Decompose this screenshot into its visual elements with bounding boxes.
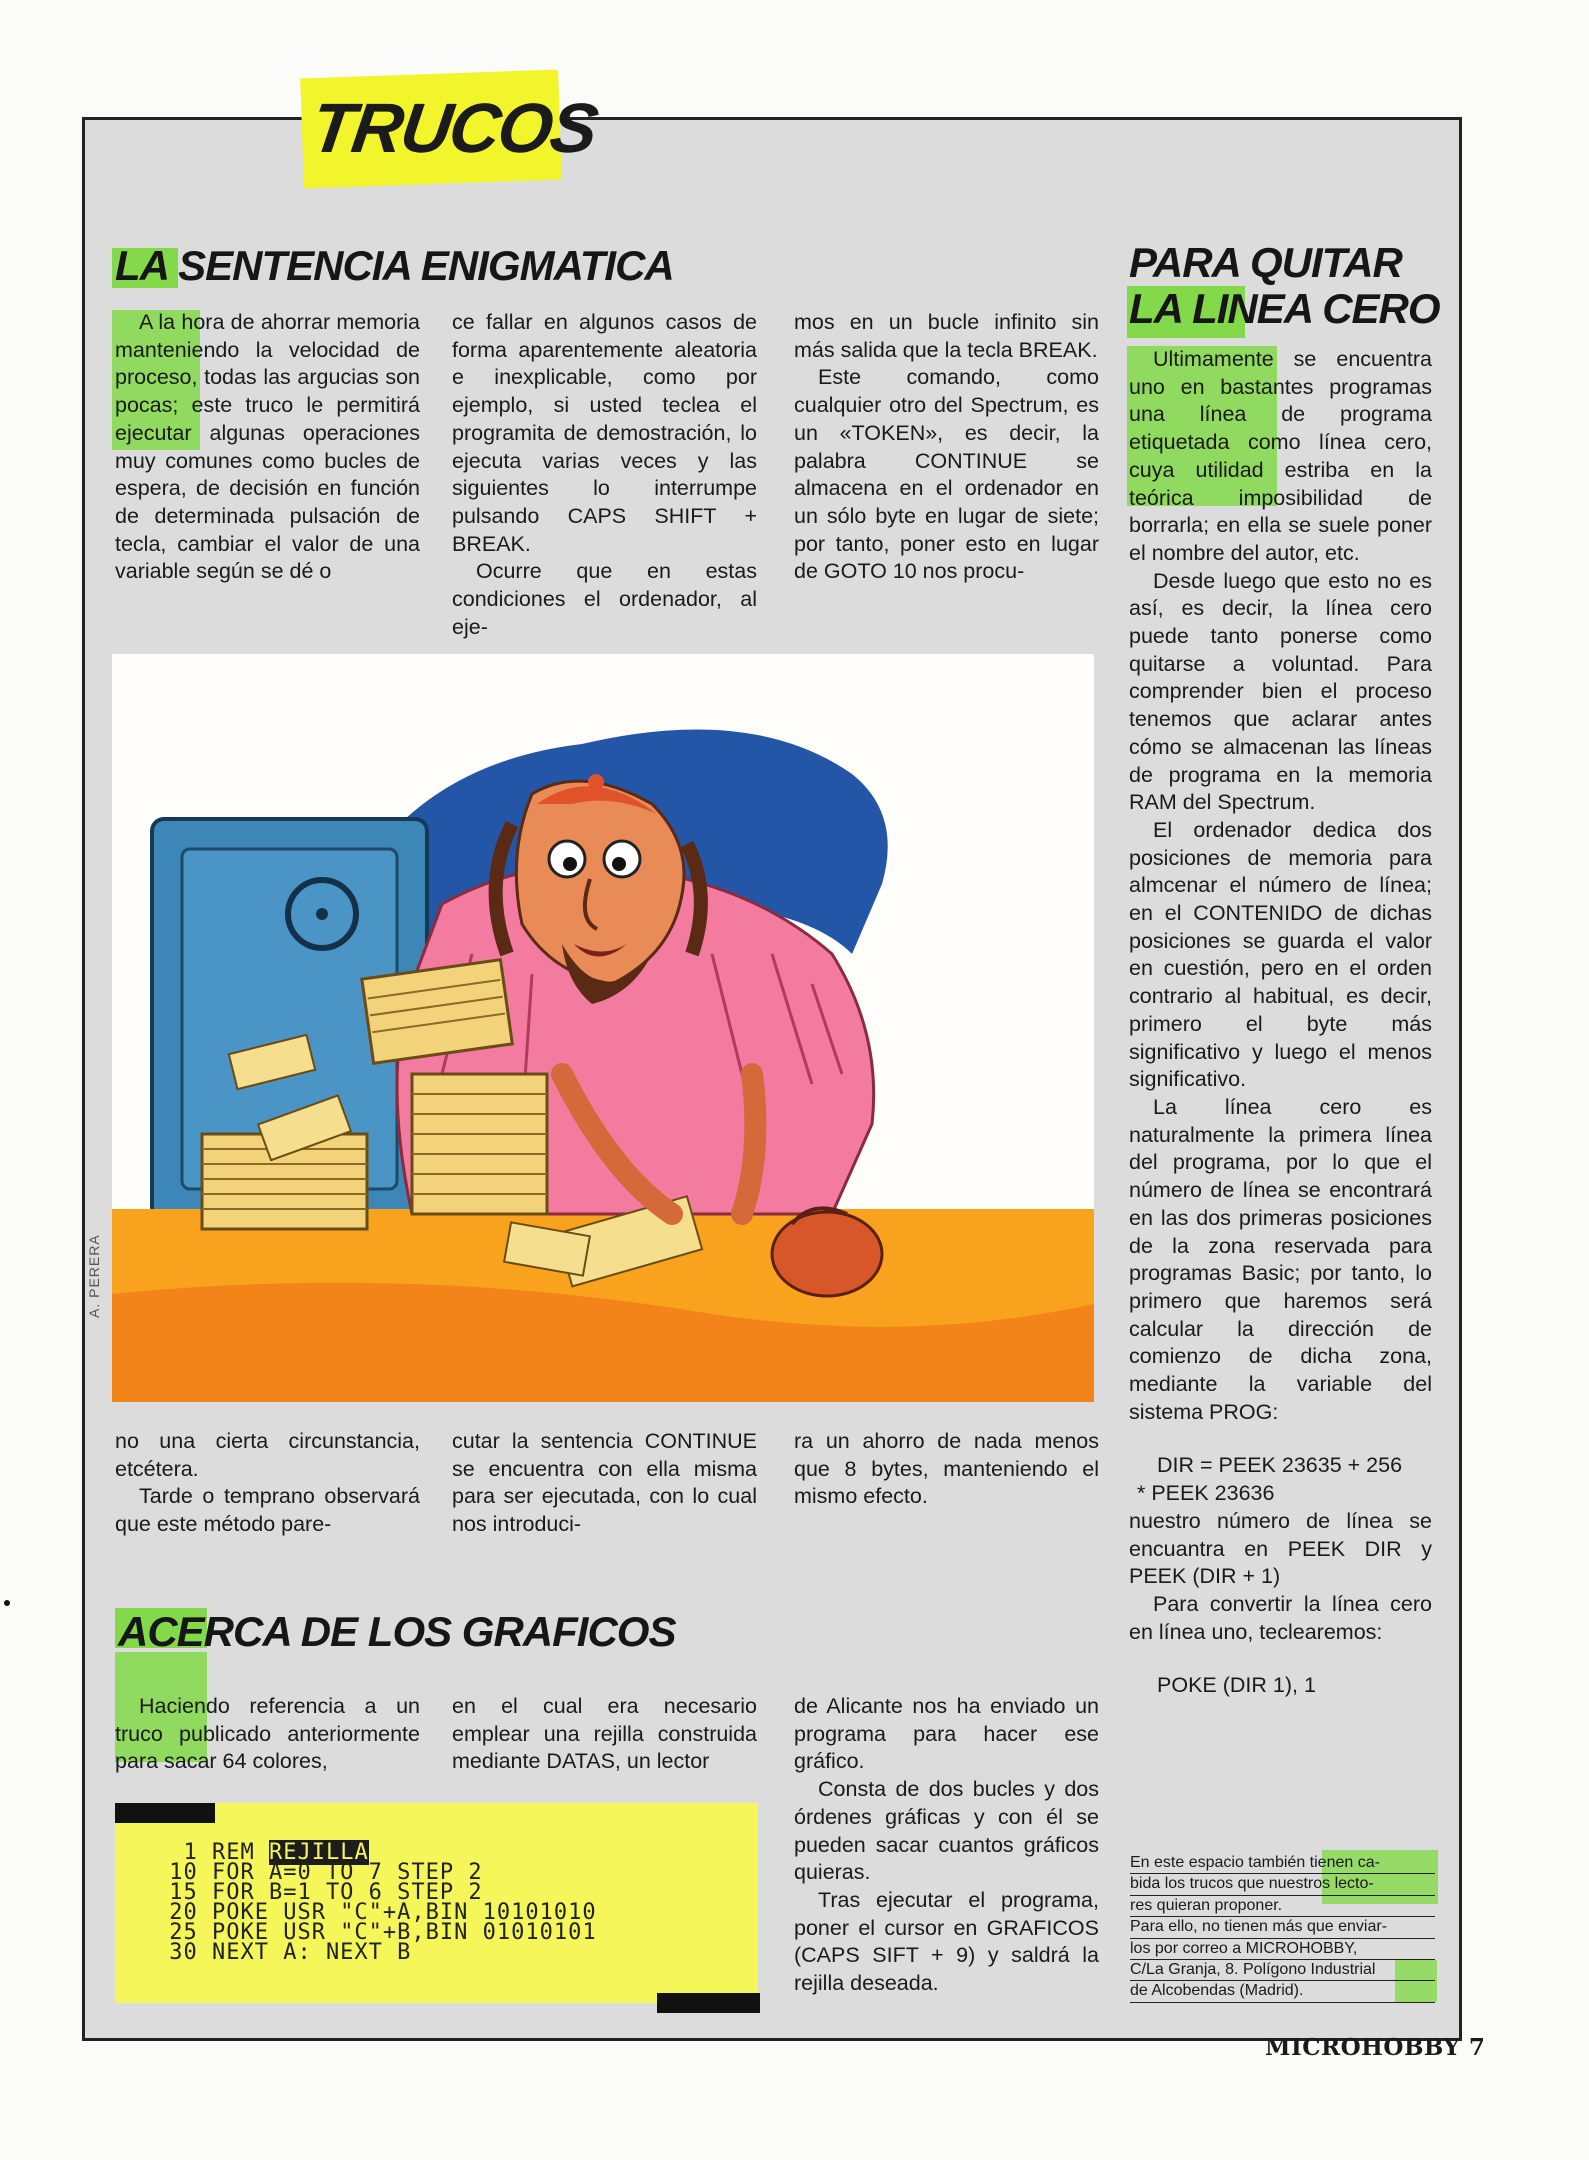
page-speck (4, 1600, 10, 1606)
pupil-right (612, 857, 626, 871)
paragraph: mos en un bucle infinito sin más salida que la tecla BREAK. (794, 310, 1099, 362)
paragraph: Haciendo referencia a un truco publicado anteriormente para sacar 64 colores, (115, 1694, 420, 1774)
title-line: PARA QUITAR (1129, 239, 1402, 286)
listing-line: 25 POKE USR "C"+B,BIN 01010101 (155, 1920, 597, 1945)
note-line: En este espacio también tienen ca- (1130, 1853, 1435, 1874)
program-listing (115, 1803, 758, 2003)
title-line: LA LINEA CERO (1129, 285, 1440, 332)
paragraph: ce fallar en algunos casos de forma aparentemente aleatoria e inexplicable, como por ejemplo, si usted teclea el programita de demostración, lo ejecuta varias veces y las siguientes lo interrumpe pulsando CAPS SHIFT + BREAK. (452, 310, 757, 556)
illustration (112, 654, 1094, 1402)
article-column (452, 1693, 757, 1776)
reader-note (1130, 1853, 1435, 2003)
paragraph: Tras ejecutar el programa, poner el cursor en GRAFICOS (CAPS SIFT + 9) y saldrá la rejilla deseada. (794, 1887, 1099, 1996)
article-column (794, 1693, 1099, 1998)
listing-line: 15 FOR B=1 TO 6 STEP 2 (155, 1880, 483, 1905)
article-title: ACERCA DE LOS GRAFICOS (118, 1608, 676, 1655)
listing-bar (657, 1993, 760, 2013)
article-column (794, 309, 1099, 586)
note-line: C/La Granja, 8. Polígono Industrial (1130, 1960, 1435, 1981)
section-tab-label: TRUCOS (306, 89, 602, 167)
article-column (115, 309, 420, 586)
paragraph: Desde luego que esto no es así, es decir, la línea cero puede tanto ponerse como quitarse a voluntad. Para comprender bien el proceso tenemos que aclarar antes cómo se almacenan las líneas de programa en la memoria RAM del Spectrum. (1129, 568, 1432, 815)
paragraph: no una cierta circunstancia, etcétera. (115, 1429, 420, 1481)
paragraph: La línea cero es naturalmente la primera línea del programa, por lo que el número de línea se encontrará en las dos primeras posiciones de la zona reservada para programas Basic; por tanto, lo primero que haremos será calcular la dirección de comienzo de dicha zona, mediante la variable del sistema PROG: (1129, 1094, 1432, 1424)
paragraph: cutar la sentencia CONTINUE se encuentra con ella misma para ser ejecutada, con lo cual nos introduci- (452, 1429, 757, 1537)
article-column (1129, 346, 1432, 1700)
paragraph: Para convertir la línea cero en línea uno, teclearemos: (1129, 1591, 1432, 1644)
money-bag-icon (772, 1212, 882, 1296)
article-column (452, 309, 757, 641)
article-column (115, 1693, 420, 1776)
paragraph: Ultimamente se encuentra uno en bastantes programas una línea de programa etiquetada como línea cero, cuya utilidad estriba en la teórica imposibilidad de borrarla; en ella se suele poner el nombre del autor, etc. (1129, 347, 1432, 565)
paragraph: nuestro número de línea se encuantra en PEEK DIR y PEEK (DIR + 1) (1129, 1508, 1432, 1589)
note-line: Para ello, no tienen más que enviar- (1130, 1917, 1435, 1938)
code-line: POKE (DIR 1), 1 (1157, 1673, 1316, 1698)
paragraph: A la hora de ahorrar memoria manteniendo la velocidad de proceso, todas las argucias son pocas; este truco le permitirá ejecutar algunas operaciones muy comunes como bucles de espera, de decisión en función de determinada pulsación de tecla, cambiar el valor de una variable según se dé o (115, 310, 420, 584)
article-column (452, 1428, 757, 1539)
listing-line: 1 REM (155, 1840, 269, 1865)
code-line: * PEEK 23636 (1137, 1481, 1275, 1506)
note-line: de Alcobendas (Madrid). (1130, 1981, 1435, 2002)
code-line: DIR = PEEK 23635 + 256 (1157, 1453, 1403, 1478)
article-title: LA SENTENCIA ENIGMATICA (115, 242, 674, 289)
card-stack-center (412, 1074, 547, 1214)
article-column (794, 1428, 1099, 1511)
page-footer: MICROHOBBY 7 (1265, 2034, 1486, 2061)
paragraph: Este comando, como cualquier otro del Spectrum, es un «TOKEN», es decir, la palabra CONTINUE se almacena en el ordenador en un sólo byte en lugar de siete; por tanto, poner esto en lugar de GOTO 10 nos procu- (794, 365, 1099, 584)
listing-line: 10 FOR A=0 TO 7 STEP 2 (155, 1860, 483, 1885)
paragraph: de Alicante nos ha enviado un programa para hacer ese gráfico. (794, 1694, 1099, 1774)
paragraph: ra un ahorro de nada menos que 8 bytes, manteniendo el mismo efecto. (794, 1429, 1099, 1509)
note-line: bida los trucos que nuestros lecto- (1130, 1874, 1435, 1895)
paragraph: Ocurre que en estas condiciones el ordenador, al eje- (452, 559, 757, 639)
paragraph: El ordenador dedica dos posiciones de memoria para almcenar el número de línea; en el CONTENIDO de dichas posiciones se guarda el valor en cuestión, pero en el orden contrario al habitual, es decir, primero el byte más significativo y luego el menos significativo. (1129, 817, 1432, 1092)
article-title (1129, 240, 1440, 332)
listing-line: 20 POKE USR "C"+A,BIN 10101010 (155, 1900, 597, 1925)
listing-inverse-text: REJILLA (268, 1840, 369, 1865)
article-column (115, 1428, 420, 1539)
listing-bar (115, 1803, 215, 1823)
paragraph: Consta de dos bucles y dos órdenes gráficas y con él se pueden sacar cuantos gráficos quieras. (794, 1777, 1099, 1885)
paragraph: Tarde o temprano observará que este método pare- (115, 1484, 420, 1537)
safe-wheel-hub (316, 908, 328, 920)
illustration-credit: A. PERERA (86, 1234, 102, 1318)
note-line: res quieran proponer. (1130, 1896, 1435, 1917)
listing-code (155, 1840, 597, 1965)
note-line: los por correo a MICROHOBBY, (1130, 1939, 1435, 1960)
paragraph: en el cual era necesario emplear una rejilla construida mediante DATAS, un lector (452, 1694, 757, 1774)
listing-line: 30 NEXT A: NEXT B (155, 1940, 412, 1965)
miser-cartoon (112, 654, 1094, 1402)
card-stack-hand (362, 960, 512, 1064)
cap-button (588, 774, 604, 790)
pupil-left (563, 857, 577, 871)
